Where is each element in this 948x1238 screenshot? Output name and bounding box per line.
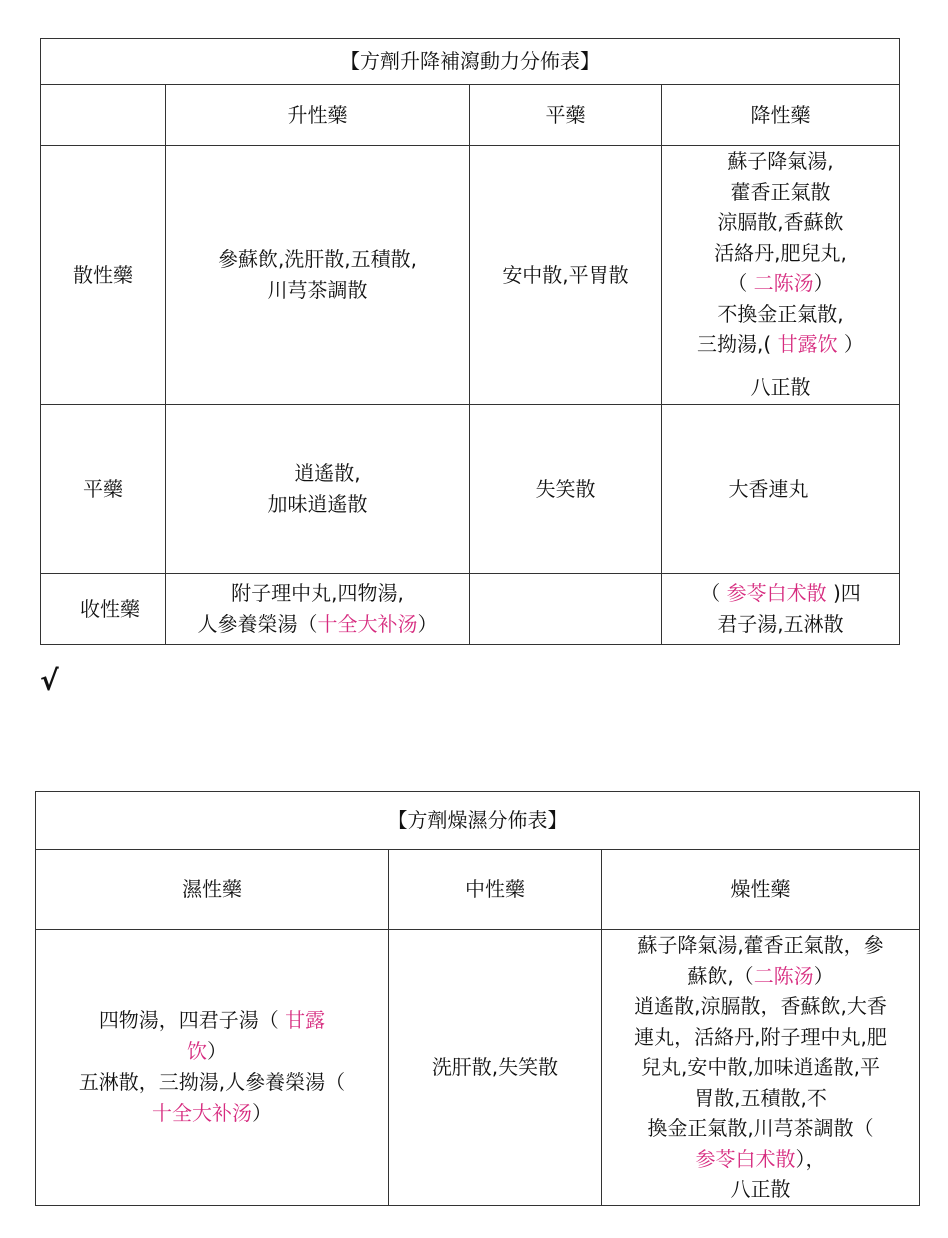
cell-line <box>42 1098 382 1129</box>
cell-astringent-ascending <box>166 574 470 645</box>
cell-neutral-nature: 洗肝散,失笑散 <box>389 930 602 1206</box>
text-suffix: ）， <box>795 1146 826 1171</box>
cell-line <box>668 578 893 609</box>
highlighted-formula: 十全大补汤 <box>152 1101 252 1126</box>
cell-line: 逍遙散, <box>294 461 361 485</box>
cell-line <box>172 609 463 640</box>
paren-close: ） <box>813 963 834 988</box>
cell-line: 胃散,五積散,不 <box>694 1085 827 1110</box>
highlighted-formula: 二陈汤 <box>753 271 814 295</box>
cell-dispersing-descending <box>662 146 900 405</box>
paren-close: ） <box>207 1039 227 1064</box>
cell-line: 參蘇飲,洗肝散,五積散, <box>217 247 418 271</box>
dryness-table <box>35 791 920 1206</box>
cell-line <box>608 1144 913 1175</box>
paren-close: ） <box>417 612 438 636</box>
cell-line: 連丸，活絡丹,附子理中丸,肥 <box>634 1024 887 1049</box>
cell-line: 換金正氣散,川芎茶調散（ <box>647 1116 874 1140</box>
text-prefix: 四物湯，四君子湯（ <box>98 1008 286 1033</box>
cell-line: 活絡丹,肥兒丸, <box>714 240 847 265</box>
table2-title: 【方劑燥濕分佈表】 <box>36 792 920 850</box>
header-descending: 降性藥 <box>662 85 900 146</box>
row-label-neutral: 平藥 <box>41 405 166 574</box>
cell-line: 蘇子降氣湯, <box>727 149 834 173</box>
paren-close: ） <box>837 332 864 356</box>
highlighted-formula: 饮 <box>187 1039 207 1064</box>
paren-close: ） <box>252 1101 272 1126</box>
highlighted-formula: 甘露 <box>285 1008 326 1033</box>
cell-line <box>668 329 893 360</box>
cell-line <box>42 1036 382 1067</box>
header-drying: 燥性藥 <box>602 850 920 930</box>
highlighted-formula: 参苓白术散 <box>695 1146 796 1171</box>
highlighted-formula: 十全大补汤 <box>317 612 418 636</box>
cell-line <box>42 1005 382 1036</box>
cell-line <box>668 268 893 299</box>
header-moistening: 濕性藥 <box>36 850 389 930</box>
row-label-astringent: 收性藥 <box>41 574 166 645</box>
cell-astringent-neutral <box>470 574 662 645</box>
row-label-dispersing: 散性藥 <box>41 146 166 405</box>
cell-line: 藿香正氣散 <box>730 179 831 204</box>
table1-corner-cell <box>41 85 166 146</box>
cell-line: 不換金正氣散, <box>717 301 844 326</box>
text-prefix: 三拗湯,( <box>697 332 778 356</box>
cell-dispersing-neutral: 安中散,平胃散 <box>470 146 662 405</box>
checkmark-icon: √ <box>40 664 59 697</box>
cell-line: 逍遙散,涼膈散，香蘇飲,大香 <box>634 994 887 1018</box>
cell-line: 蘇子降氣湯,藿香正氣散，參 <box>637 933 884 957</box>
highlighted-formula: 甘露饮 <box>777 332 838 356</box>
paren-close: ） <box>813 271 834 295</box>
cell-line: 八正散 <box>750 374 811 399</box>
highlighted-formula: 二陈汤 <box>753 963 814 988</box>
cell-dispersing-ascending <box>166 146 470 405</box>
cell-line <box>608 961 913 992</box>
cell-line: 君子湯,五淋散 <box>717 612 844 636</box>
cell-line: 附子理中丸,四物湯, <box>231 581 404 605</box>
highlighted-formula: 参苓白术散 <box>726 581 827 605</box>
dynamics-table <box>40 38 900 645</box>
header-neutral: 平藥 <box>470 85 662 146</box>
cell-line: 川芎茶調散 <box>267 278 368 302</box>
text-prefix: 人參養榮湯（ <box>197 612 318 636</box>
table1-title: 【方劑升降補瀉動力分佈表】 <box>41 39 900 85</box>
header-neutral-nature: 中性藥 <box>389 850 602 930</box>
cell-line: 加味逍遙散 <box>267 492 368 516</box>
cell-moistening <box>36 930 389 1206</box>
paren-open: （ <box>700 581 727 605</box>
cell-line: 五淋散，三拗湯,人參養榮湯（ <box>78 1070 346 1095</box>
cell-line: 八正散 <box>730 1177 791 1201</box>
paren-open: （ <box>727 271 754 295</box>
cell-line: 涼膈散,香蘇飲 <box>717 210 844 234</box>
cell-neutral-neutral: 失笑散 <box>470 405 662 574</box>
cell-neutral-ascending <box>166 405 470 574</box>
text-suffix: )四 <box>826 581 861 605</box>
cell-neutral-descending: 大香連丸 <box>662 405 900 574</box>
header-ascending: 升性藥 <box>166 85 470 146</box>
cell-line: 兒丸,安中散,加味逍遙散,平 <box>640 1055 881 1079</box>
text-prefix: 蘇飲,（ <box>687 963 754 988</box>
cell-drying <box>602 930 920 1206</box>
cell-astringent-descending <box>662 574 900 645</box>
